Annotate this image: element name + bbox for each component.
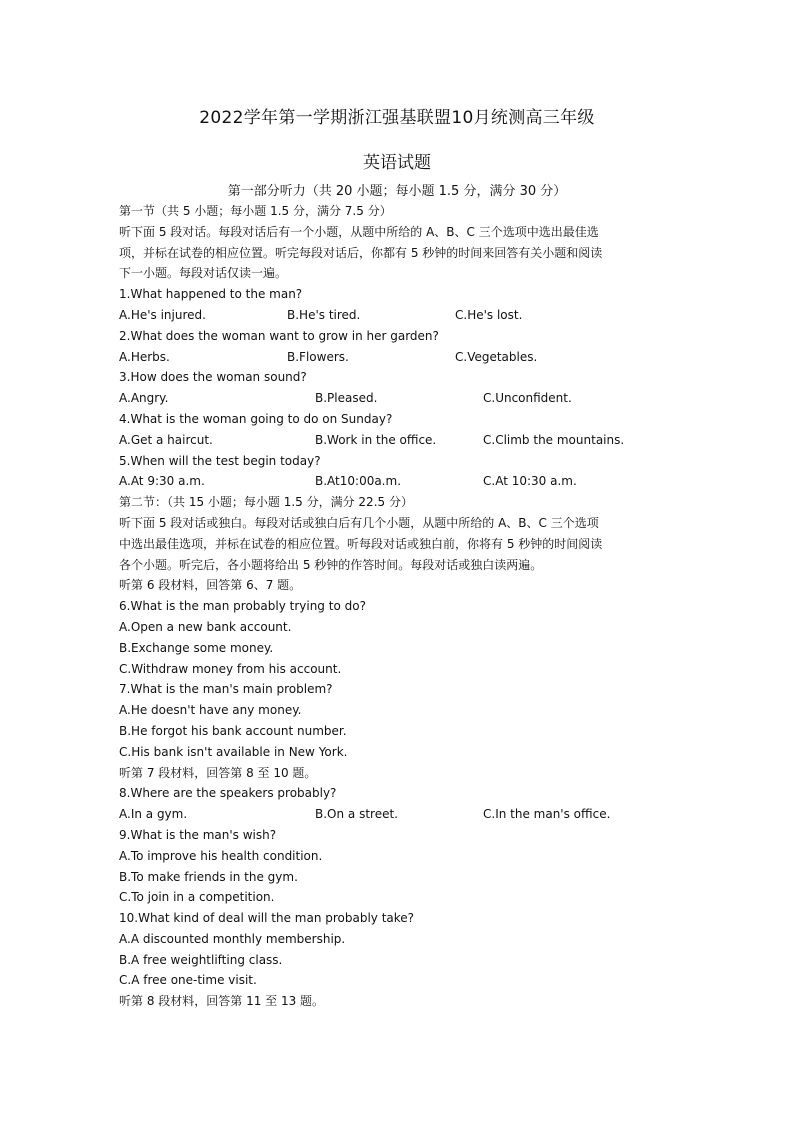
option-a: A.At 9:30 a.m.: [119, 474, 205, 489]
material-8-heading: 听第 8 段材料，回答第 11 至 13 题。: [119, 994, 325, 1009]
option-a: A.A discounted monthly membership.: [119, 931, 346, 946]
option-a: A.Open a new bank account.: [119, 619, 292, 634]
option-a: A.Get a haircut.: [119, 432, 213, 447]
option-b: B.Pleased.: [315, 391, 378, 406]
section1-heading: 第一节（共 5 小题；每小题 1.5 分，满分 7.5 分）: [119, 204, 392, 218]
question-5: 5.When will the test begin today?: [119, 453, 321, 468]
option-a: A.Herbs.: [119, 349, 170, 364]
option-a: A.He doesn't have any money.: [119, 703, 302, 718]
instruction-line: 听下面 5 段对话。每段对话后有一个小题，从题中所给的 A、B、C 三个选项中选出最佳选: [119, 224, 599, 239]
question-6: 6.What is the man probably trying to do?: [119, 599, 366, 614]
material-6-heading: 听第 6 段材料，回答第 6、7 题。: [119, 578, 302, 593]
option-b: B.Work in the office.: [315, 432, 437, 447]
question-2-options: [119, 347, 679, 368]
question-7: 7.What is the man's main problem?: [119, 682, 333, 697]
question-1: 1.What happened to the man?: [119, 287, 303, 302]
option-c: C.To join in a competition.: [119, 890, 275, 905]
option-b: B.A free weightlifting class.: [119, 952, 283, 967]
option-b: B.To make friends in the gym.: [119, 869, 298, 884]
material-7-heading: 听第 7 段材料，回答第 8 至 10 题。: [119, 765, 317, 780]
option-a: A.In a gym.: [119, 807, 188, 822]
option-c: C.Withdraw money from his account.: [119, 661, 342, 676]
question-10: 10.What kind of deal will the man probably take?: [119, 911, 415, 926]
option-c: C.Climb the mountains.: [483, 432, 625, 447]
section1-instructions: [119, 222, 679, 284]
option-b: B.He forgot his bank account number.: [119, 723, 347, 738]
option-b: B.He's tired.: [287, 307, 361, 322]
option-c: C.Unconfident.: [483, 391, 572, 406]
question-4: 4.What is the woman going to do on Sunday?: [119, 411, 393, 426]
part-heading: 第一部分听力（共 20 小题；每小题 1.5 分，满分 30 分）: [227, 184, 567, 199]
question-5-options: [119, 471, 679, 492]
page-title: 2022学年第一学期浙江强基联盟10月统测高三年级: [199, 108, 595, 128]
question-3-options: [119, 388, 679, 409]
option-c: C.His bank isn't available in New York.: [119, 744, 348, 759]
exam-content: [119, 201, 679, 1012]
option-c: C.He's lost.: [455, 307, 523, 322]
option-c: C.In the man's office.: [483, 807, 611, 822]
option-c: C.At 10:30 a.m.: [483, 474, 577, 489]
option-b: B.At10:00a.m.: [315, 474, 402, 489]
option-b: B.Flowers.: [287, 349, 349, 364]
option-b: B.On a street.: [315, 807, 398, 822]
instruction-line: 项，并标在试卷的相应位置。听完每段对话后，你都有 5 秒钟的时间来回答有关小题和阅读: [119, 245, 603, 260]
page-subtitle: 英语试题: [363, 153, 431, 173]
option-a: A.Angry.: [119, 391, 169, 406]
question-8-options: [119, 804, 679, 825]
question-4-options: [119, 430, 679, 451]
option-a: A.He's injured.: [119, 307, 206, 322]
section2-instructions: [119, 513, 679, 575]
question-3: 3.How does the woman sound?: [119, 370, 307, 385]
option-b: B.Exchange some money.: [119, 640, 274, 655]
option-c: C.Vegetables.: [455, 349, 538, 364]
question-1-options: [119, 305, 679, 326]
instruction-line: 中选出最佳选项，并标在试卷的相应位置。听每段对话或独白前，你将有 5 秒钟的时间阅读: [119, 536, 603, 551]
option-c: C.A free one-time visit.: [119, 973, 257, 988]
question-8: 8.Where are the speakers probably?: [119, 786, 337, 801]
question-9: 9.What is the man's wish?: [119, 827, 277, 842]
instruction-line: 下一小题。每段对话仅读一遍。: [119, 266, 288, 281]
option-a: A.To improve his health condition.: [119, 848, 323, 863]
question-2: 2.What does the woman want to grow in her garden?: [119, 328, 439, 343]
instruction-line: 听下面 5 段对话或独白。每段对话或独白后有几个小题，从题中所给的 A、B、C 三个选项: [119, 515, 599, 530]
instruction-line: 各个小题。听完后，各小题将给出 5 秒钟的作答时间。每段对话或独白读两遍。: [119, 557, 543, 572]
section2-heading: 第二节：（共 15 小题；每小题 1.5 分，满分 22.5 分）: [119, 495, 413, 510]
